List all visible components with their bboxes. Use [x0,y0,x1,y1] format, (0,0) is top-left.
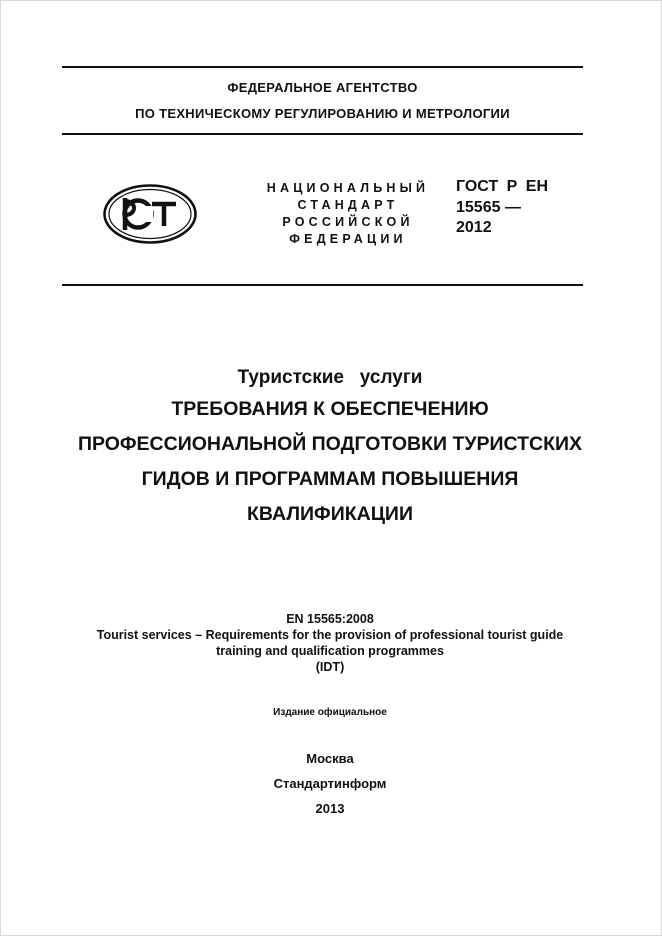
title-line5: КВАЛИФИКАЦИИ [247,503,413,525]
title-line1: Туристские услуги [237,367,423,388]
top-rule [62,66,583,68]
agency-bottom-rule [62,133,583,135]
en-standard-code: EN 15565:2008 [286,612,374,626]
gost-designation-year: 2012 [456,219,492,236]
publisher-name: Стандартинформ [273,776,387,791]
en-standard-degree: (IDT) [315,660,345,674]
publication-city: Москва [306,751,354,766]
rst-certification-mark-icon [103,184,197,244]
publication-year: 2013 [315,801,345,816]
gost-designation-line1: ГОСТ Р ЕН [456,178,549,195]
national-standard-line3: РОССИЙСКОЙ [282,215,414,229]
title-line4: ГИДОВ И ПРОГРАММАМ ПОВЫШЕНИЯ [141,468,519,490]
agency-name-line2: ПО ТЕХНИЧЕСКОМУ РЕГУЛИРОВАНИЮ И МЕТРОЛОГИИ [135,106,510,121]
national-standard-line2: СТАНДАРТ [297,198,399,212]
en-standard-title-line2: training and qualification programmes [216,644,444,658]
national-standard-line4: ФЕДЕРАЦИИ [289,232,407,246]
national-standard-line1: НАЦИОНАЛЬНЫЙ [266,181,430,195]
gost-designation-line2: 15565 — [456,199,521,216]
title-line3: ПРОФЕССИОНАЛЬНОЙ ПОДГОТОВКИ ТУРИСТСКИХ [77,433,583,455]
agency-name-line1: ФЕДЕРАЛЬНОЕ АГЕНТСТВО [227,80,418,95]
edition-note: Издание официальное [273,707,387,718]
en-standard-title-line1: Tourist services – Requirements for the provision of professional tourist guide [96,628,564,642]
header-bottom-rule [62,284,583,286]
title-line2: ТРЕБОВАНИЯ К ОБЕСПЕЧЕНИЮ [171,398,489,420]
